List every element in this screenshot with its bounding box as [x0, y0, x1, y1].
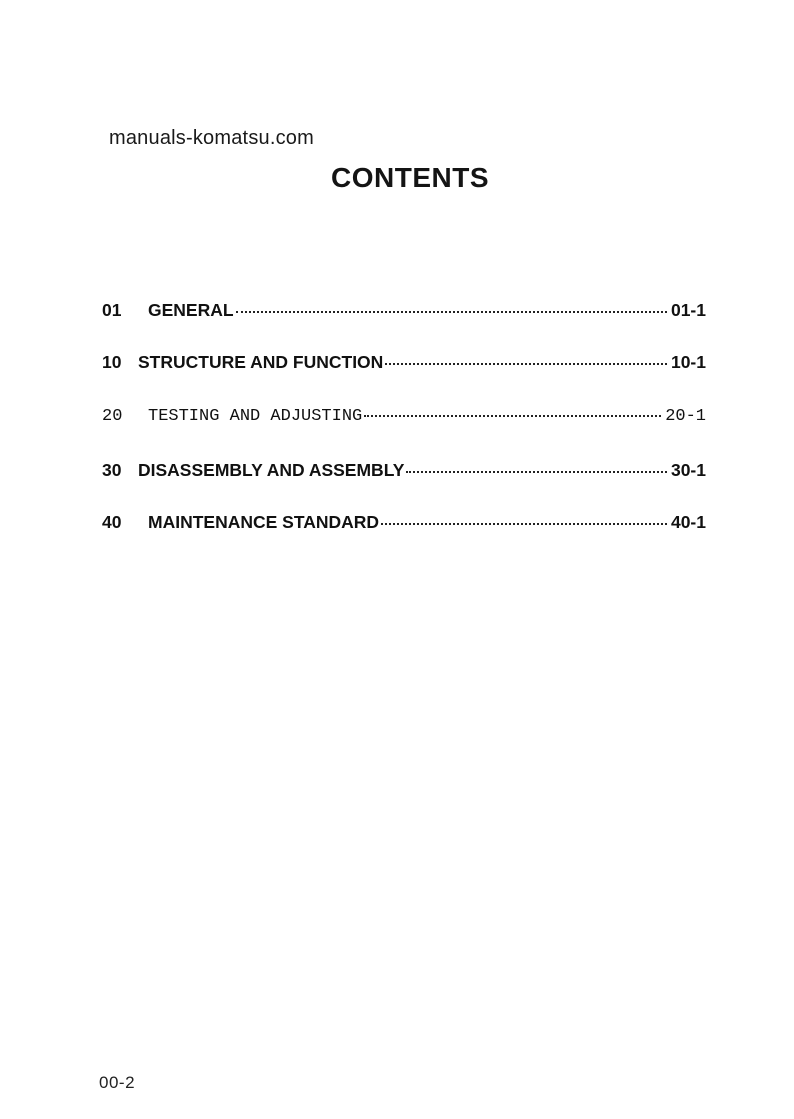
toc-leader-dots [381, 508, 667, 528]
toc-label: STRUCTURE AND FUNCTION [138, 352, 384, 372]
toc-entry-structure-and-function[interactable] [102, 348, 706, 374]
watermark-text: manuals-komatsu.com [109, 127, 314, 149]
toc-number: 40 [102, 512, 122, 532]
toc-label: DISASSEMBLY AND ASSEMBLY [138, 460, 405, 480]
toc-leader-dots [236, 296, 667, 316]
toc-label: GENERAL [148, 300, 234, 320]
toc-number: 20 [102, 407, 123, 426]
toc-entry-maintenance-standard[interactable] [102, 508, 706, 534]
page-number: 00-2 [99, 1073, 136, 1092]
toc-label: TESTING AND ADJUSTING [148, 407, 363, 426]
page-title: CONTENTS [331, 162, 489, 193]
toc-entry-disassembly-and-assembly[interactable] [102, 456, 706, 482]
toc-page: 30-1 [670, 460, 706, 480]
toc-label: MAINTENANCE STANDARD [148, 512, 380, 532]
toc-number: 10 [102, 352, 122, 372]
toc-entry-general[interactable] [102, 296, 706, 322]
toc-leader-dots [364, 400, 661, 420]
toc-leader-dots [406, 456, 667, 476]
toc-leader-dots [385, 348, 667, 368]
toc-number: 01 [102, 300, 122, 320]
toc-number: 30 [102, 460, 122, 480]
toc-page: 40-1 [670, 512, 706, 532]
toc-page: 20-1 [665, 407, 706, 426]
toc-page: 10-1 [670, 352, 706, 372]
toc-entry-testing-and-adjusting[interactable] [102, 400, 706, 426]
toc-page: 01-1 [670, 300, 706, 320]
